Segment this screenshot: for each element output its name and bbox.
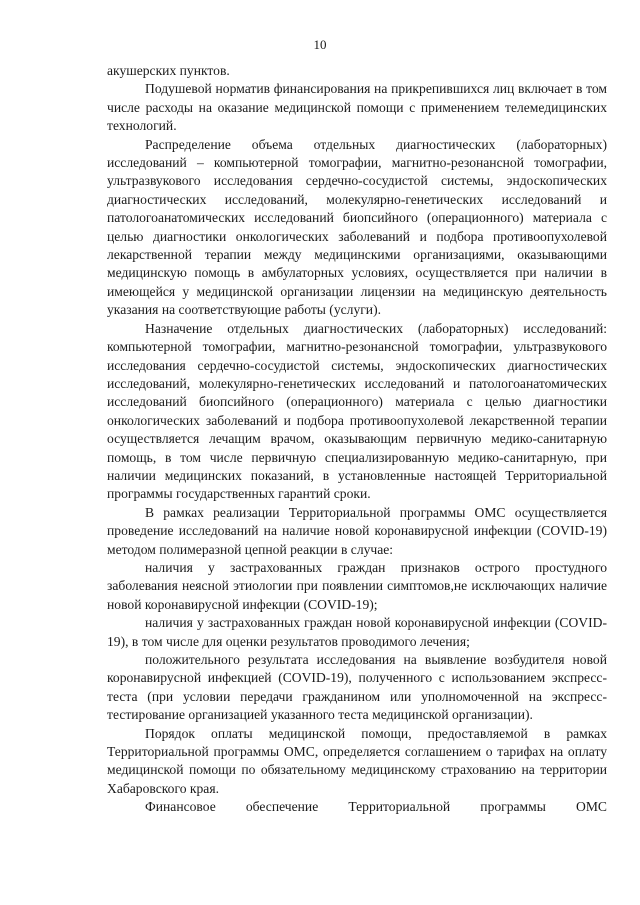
paragraph-distribution: Распределение объема отдельных диагностических (лабораторных) исследований – компьютерной томографии, магнитно-резонансной томографии, ультразвукового исследования сердечно-сосудистой системы, эндоскопических диагностических исследований, молекулярно-генетических исследований и патологоанатомических исследований биопсийного (операционного) материала с целью диагностики онкологических заболеваний и подбора противоопухолевой лекарственной терапии между медицинскими организациями, оказывающими медицинскую помощь в амбулаторных условиях, осуществляется при наличии в имеющейся у медицинской организации лицензии на медицинскую деятельность указания на соответствующие работы (услуги). [107,136,607,318]
paragraph-financing: Финансовое обеспечение Территориальной программы ОМС [145,799,607,815]
paragraph-covid-testing: В рамках реализации Территориальной программы ОМС осуществляется проведение исследований на наличие новой коронавирусной инфекции (COVID-19) методом полимеразной цепной реакции в случае: [107,504,607,557]
paragraph-per-capita-norm: Подушевой норматив финансирования на прикрепившихся лиц включает в том числе расходы на оказание медицинской помощи с применением телемедицинских технологий. [107,81,607,134]
paragraph-covid-case-3: положительного результата исследования на выявление возбудителя новой коронавирусной инфекцией (COVID-19), полученного с использованием экспресс-теста (при условии передачи гражданином или уполномоченной на экспресс-тестирование организацией указанного теста медицинской организации). [107,652,607,723]
paragraph-continuation: акушерских пунктов. [107,63,230,78]
page-number: 10 [313,37,327,52]
paragraph-prescription: Назначение отдельных диагностических (лабораторных) исследований: компьютерной томографии, магнитно-резонансной томографии, ультразвукового исследования сердечно-сосудистой системы, эндоскопических диагностических исследований, молекулярно-генетических исследований и патологоанатомических исследований биопсийного (операционного) материала с целью диагностики онкологических заболеваний и подбора противоопухолевой лекарственной терапии осуществляется лечащим врачом, оказывающим первичную медико-санитарную помощь, в том числе первичную специализированную медико-санитарную, при наличии медицинских показаний, в установленные настоящей Территориальной программы государственных гарантий сроки. [107,320,607,502]
paragraph-payment-order: Порядок оплаты медицинской помощи, предоставляемой в рамках Территориальной программы ОМС, определяется соглашением о тарифах на оплату медицинской помощи по обязательному медицинскому страхованию на территории Хабаровского края. [107,725,607,796]
paragraph-covid-case-2: наличия у застрахованных граждан новой коронавирусной инфекции (COVID-19), в том числе для оценки результатов проводимого лечения; [107,615,607,649]
document-body [107,62,607,817]
paragraph-covid-case-1: наличия у застрахованных граждан признаков острого простудного заболевания неясной этиологии при появлении симптомов,не исключающих наличие новой коронавирусной инфекции (COVID-19); [107,559,607,612]
